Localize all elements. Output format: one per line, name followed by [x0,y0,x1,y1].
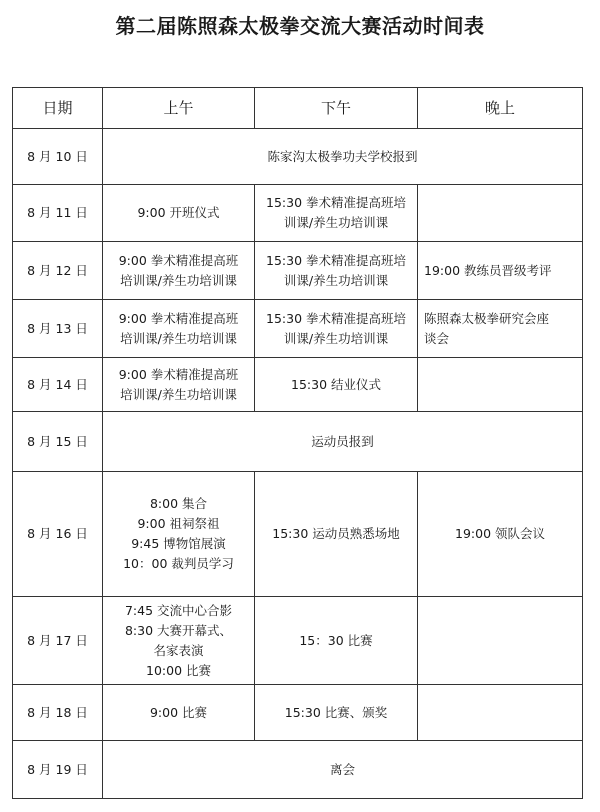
table-row [13,472,583,597]
table-row [13,685,583,741]
cell-line: 15:30 拳术精准提高班培 [266,252,406,268]
cell-line: 10:00 比赛 [146,662,211,678]
table-row [13,300,583,358]
cell-line: 9:00 比赛 [149,704,208,720]
afternoon-cell [255,185,418,242]
evening-cell [418,597,583,685]
afternoon-cell [255,242,418,300]
morning-cell [103,358,255,412]
span-cell: 运动员报到 [103,412,583,472]
schedule-table [12,87,583,799]
span-cell: 离会 [103,741,583,799]
cell-line: 训课/养生功培训课 [283,330,389,346]
morning-cell [103,242,255,300]
cell-line: 名家表演 [153,642,204,658]
header-evening: 晚上 [418,88,583,129]
header-afternoon: 下午 [255,88,418,129]
evening-cell [418,358,583,412]
cell-line: 9:00 开班仪式 [137,205,220,220]
date-cell: 8 月 11 日 [13,185,103,242]
date-cell: 8 月 19 日 [13,741,103,799]
table-row [13,597,583,685]
header-morning: 上午 [103,88,255,129]
afternoon-cell [255,472,418,597]
cell-line: 15：30 比赛 [299,632,373,648]
table-row [13,741,583,799]
cell-line: 9:00 拳术精准提高班 [118,252,239,268]
evening-cell [418,300,583,358]
cell-line: 9:00 祖祠祭祖 [137,516,220,531]
afternoon-cell [255,300,418,358]
date-cell: 8 月 18 日 [13,685,103,741]
cell-line: 9:00 拳术精准提高班 [118,310,239,326]
cell-line: 10：00 裁判员学习 [123,556,234,571]
table-row [13,129,583,185]
table-row [13,358,583,412]
cell-line: 训课/养生功培训课 [283,215,389,230]
cell-line: 15:30 比赛、颁奖 [284,704,388,720]
header-date: 日期 [13,88,103,129]
evening-cell [418,242,583,300]
cell-line: 15:30 拳术精准提高班培 [266,310,406,326]
table-row [13,185,583,242]
date-cell: 8 月 10 日 [13,129,103,185]
evening-cell [418,685,583,741]
date-cell: 8 月 12 日 [13,242,103,300]
cell-line: 谈会 [424,330,450,346]
date-cell: 8 月 17 日 [13,597,103,685]
cell-line: 9:00 拳术精准提高班 [118,366,239,382]
afternoon-cell [255,358,418,412]
afternoon-cell [255,685,418,741]
cell-line: 培训课/养生功培训课 [120,272,237,288]
cell-line: 15:30 拳术精准提高班培 [266,195,406,210]
cell-line: 陈照森太极拳研究会座 [424,310,550,326]
morning-cell [103,185,255,242]
date-cell: 8 月 13 日 [13,300,103,358]
cell-line: 培训课/养生功培训课 [120,330,237,346]
morning-cell [103,472,255,597]
evening-cell [418,472,583,597]
cell-line: 9:45 博物馆展演 [131,536,226,551]
cell-line: 培训课/养生功培训课 [120,386,237,402]
page-title: 第二届陈照森太极拳交流大赛活动时间表 [115,14,485,38]
cell-line: 7:45 交流中心合影 [124,602,233,618]
morning-cell [103,685,255,741]
cell-line: 15:30 结业仪式 [291,376,381,392]
morning-cell [103,300,255,358]
date-cell: 8 月 16 日 [13,472,103,597]
table-row [13,242,583,300]
afternoon-cell [255,597,418,685]
morning-cell [103,597,255,685]
cell-line: 8:30 大赛开幕式、 [124,622,233,638]
table-row [13,412,583,472]
cell-line: 19:00 教练员晋级考评 [424,262,552,278]
cell-line: 15:30 运动员熟悉场地 [272,526,400,541]
cell-line: 8:00 集合 [149,496,208,511]
evening-cell [418,185,583,242]
cell-line: 19:00 领队会议 [455,526,545,541]
cell-line: 训课/养生功培训课 [283,272,389,288]
date-cell: 8 月 15 日 [13,412,103,472]
span-cell: 陈家沟太极拳功夫学校报到 [103,129,583,185]
date-cell: 8 月 14 日 [13,358,103,412]
header-row [13,88,583,129]
